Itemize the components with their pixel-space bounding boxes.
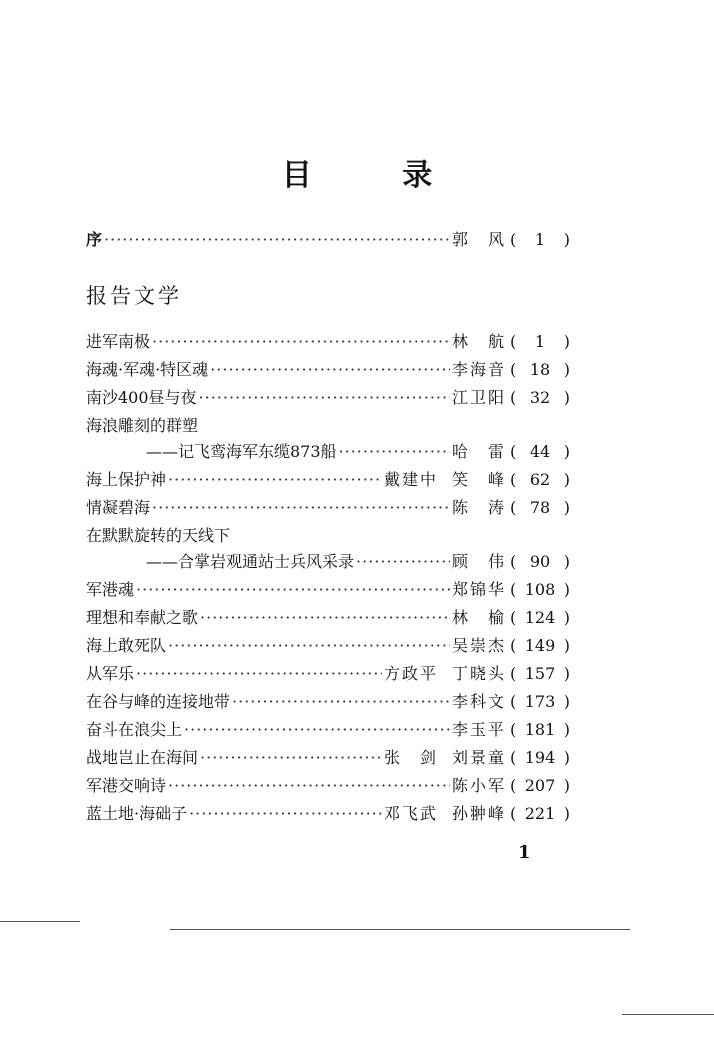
toc-entry[interactable] [86,689,570,715]
dot-leader [189,804,382,823]
entry-heading: 在默默旋转的天线下 [86,526,231,545]
toc-entry[interactable] [86,773,570,799]
dot-leader [152,498,450,517]
entry-heading: 海浪雕刻的群塑 [86,416,199,435]
entry-title: 战地岂止在海间 [86,748,199,767]
dot-leader [356,552,450,571]
entry-author: 郑锦华 [451,580,506,599]
entry-subtitle: ——记飞鸾海军东缆873船 [146,442,337,461]
entry-author: 吴崇杰 [451,636,506,655]
entry-page: ( 44 ) [510,442,570,461]
entry-page: ( 181 ) [510,720,570,739]
entry-subtitle: ——合掌岩观通站士兵风采录 [146,552,355,571]
entry-author: 李海音 [451,360,506,379]
entry-page: ( 62 ) [510,470,570,489]
entry-author: 戴建中 [383,470,438,489]
entry-title: 军港魂 [86,580,135,599]
dot-leader [339,442,450,461]
toc-entry[interactable] [86,467,570,493]
toc-entry[interactable] [86,717,570,743]
entry-author: 邓飞武 [383,804,438,823]
entry-author-2: 孙翀峰 [451,804,506,823]
entry-author: 李科文 [451,692,506,711]
entry-title: 海魂·军魂·特区魂 [86,360,209,379]
entry-title: 军港交响诗 [86,776,167,795]
entry-page: ( 90 ) [510,552,570,571]
dot-leader [210,360,450,379]
entry-author: 江卫阳 [451,388,506,407]
dot-leader [199,388,450,407]
dot-leader [104,230,450,249]
entry-title: 海上保护神 [86,470,167,489]
dot-leader [152,332,450,351]
entry-page: ( 18 ) [510,360,570,379]
entry-page: ( 157 ) [510,664,570,683]
toc-entry[interactable] [86,385,570,411]
dot-leader [184,720,450,739]
toc-entry[interactable] [86,329,570,355]
toc-entry[interactable] [86,495,570,521]
toc-entry[interactable] [146,439,570,465]
toc-entry[interactable] [86,605,570,631]
dot-leader [200,608,450,627]
entry-page: ( 108 ) [510,580,570,599]
entry-author-2: 刘景童 [451,748,506,767]
entry-page: ( 1 ) [510,332,570,351]
dot-leader [232,692,450,711]
entry-page: ( 194 ) [510,748,570,767]
toc-entry[interactable] [86,661,570,687]
entry-page: ( 149 ) [510,636,570,655]
dot-leader [136,580,450,599]
entry-page: ( 221 ) [510,804,570,823]
toc-entry[interactable] [86,577,570,603]
entry-author-2: 丁晓头 [451,664,506,683]
entry-author: 李玉平 [451,720,506,739]
entry-author: 郭 风 [451,230,506,249]
entry-page: ( 207 ) [510,776,570,795]
dot-leader [200,748,382,767]
entry-author: 陈 涛 [451,498,506,517]
entry-page: ( 32 ) [510,388,570,407]
entry-title: 序 [86,230,103,249]
toc-entry[interactable] [146,549,570,575]
dot-leader [168,776,450,795]
toc-entry[interactable] [86,745,570,771]
toc-entry[interactable] [86,801,570,827]
toc-entry[interactable] [86,633,570,659]
entry-title: 海上敢死队 [86,636,167,655]
entry-page: ( 1 ) [510,230,570,249]
entry-title: 理想和奉献之歌 [86,608,199,627]
entry-title: 从军乐 [86,664,135,683]
page-number: 1 [518,842,531,863]
entry-author: 林 榆 [451,608,506,627]
dot-leader [136,664,382,683]
entry-title: 情凝碧海 [86,498,151,517]
entry-author-2: 笑 峰 [451,470,506,489]
entry-page: ( 173 ) [510,692,570,711]
entry-author: 哈 雷 [451,442,506,461]
dot-leader [168,636,450,655]
entry-title: 蓝土地·海础子 [86,804,188,823]
dot-leader [168,470,382,489]
entry-author: 陈小军 [451,776,506,795]
scan-line [0,921,80,922]
entry-page: ( 78 ) [510,498,570,517]
entry-title: 在谷与峰的连接地带 [86,692,231,711]
entry-page: ( 124 ) [510,608,570,627]
entry-author: 张 剑 [383,748,438,767]
toc-entry[interactable] [86,357,570,383]
scan-line [622,1014,714,1015]
scan-line [170,929,630,930]
toc-entry-preface[interactable] [86,227,570,253]
entry-author: 方政平 [383,664,438,683]
entry-author: 顾 伟 [451,552,506,571]
entry-author: 林 航 [451,332,506,351]
entry-title: 奋斗在浪尖上 [86,720,183,739]
entry-title: 南沙400昼与夜 [86,388,197,407]
entry-title: 进军南极 [86,332,151,351]
page-title: 目 录 [281,158,473,193]
section-heading: 报告文学 [86,284,182,308]
